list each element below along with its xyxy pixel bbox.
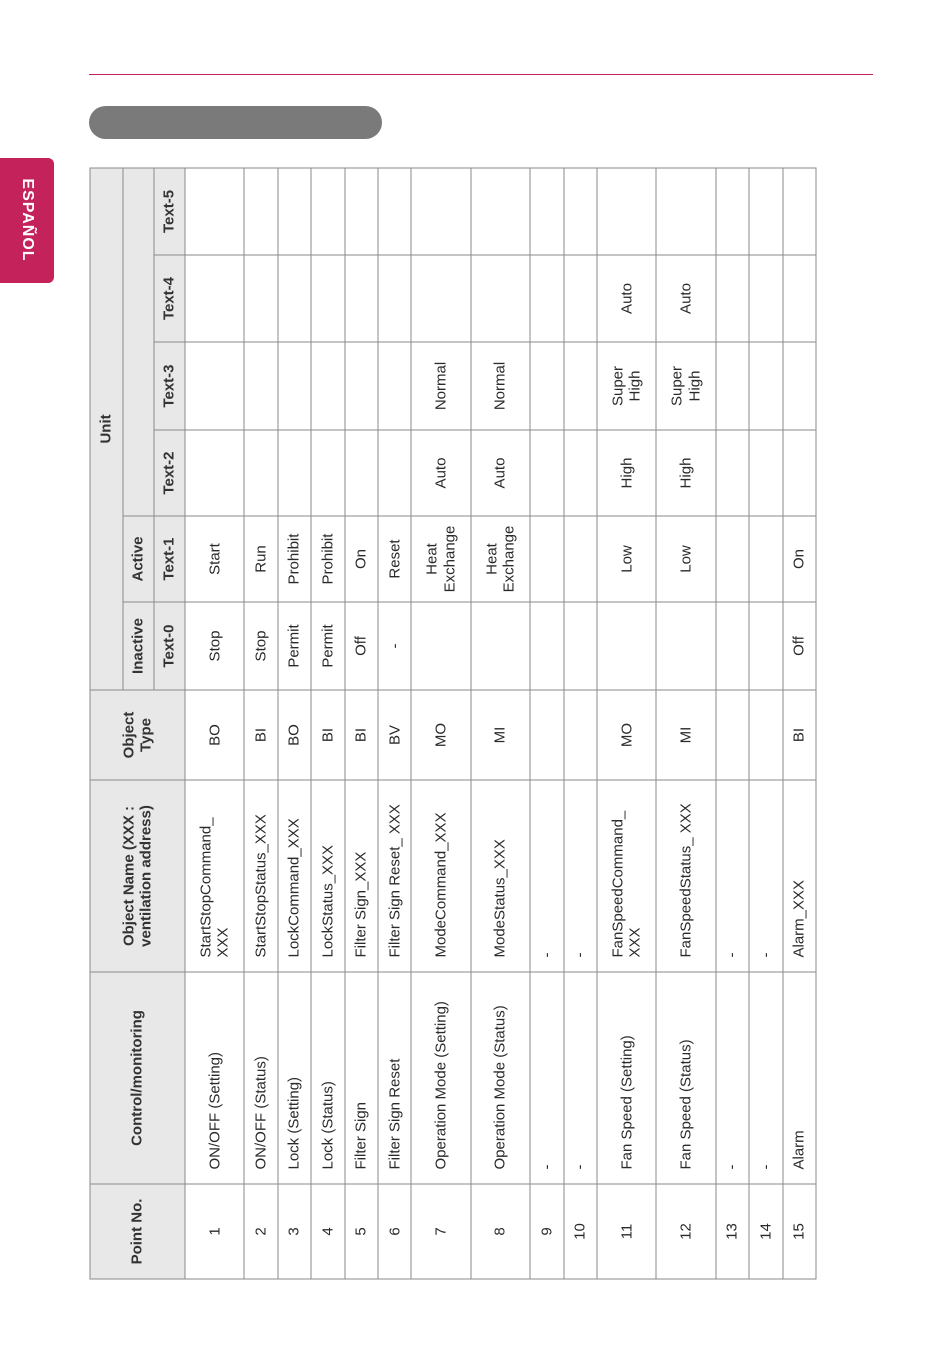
cell-text-3: Normal [411,342,470,430]
point-table-container [90,189,817,1280]
cell-text-1: Run [244,516,277,602]
header-object-type: Object Type [90,690,185,780]
cell-object-type: BI [783,690,816,780]
cell-object-type: BV [378,690,411,780]
cell-point-no: 6 [378,1184,411,1279]
cell-control: Filter Sign [345,972,378,1184]
cell-object-name: StartStopCommand_ XXX [185,780,244,972]
cell-text-3 [311,342,344,430]
cell-text-5 [278,168,311,255]
cell-control: Lock (Setting) [278,972,311,1184]
cell-point-no: 10 [564,1184,597,1279]
cell-text-2 [345,430,378,516]
header-point-no: Point No. [90,1184,185,1279]
cell-control: - [564,972,597,1184]
cell-text-5 [471,168,530,255]
cell-text-4 [244,255,277,342]
cell-text-1: Heat Exchange [411,516,470,602]
cell-text-2 [716,430,749,516]
cell-text-5 [411,168,470,255]
cell-object-type: BI [345,690,378,780]
cell-text-1: On [345,516,378,602]
cell-text-4: Auto [597,255,656,342]
cell-object-name: LockCommand_XXX [278,780,311,972]
cell-text-5 [749,168,782,255]
cell-text-4 [311,255,344,342]
table-row [378,168,411,1279]
cell-text-1: Heat Exchange [471,516,530,602]
cell-text-3 [783,342,816,430]
cell-text-4: Auto [656,255,715,342]
cell-control: - [530,972,563,1184]
cell-text-4 [378,255,411,342]
cell-text-2 [749,430,782,516]
cell-text-4 [783,255,816,342]
cell-text-1: Reset [378,516,411,602]
cell-control: Filter Sign Reset [378,972,411,1184]
cell-text-2 [564,430,597,516]
cell-text-1: Start [185,516,244,602]
header-text-5: Text-5 [154,168,185,255]
cell-object-name: LockStatus_XXX [311,780,344,972]
cell-object-type: BO [185,690,244,780]
cell-text-4 [749,255,782,342]
table-row [311,168,344,1279]
cell-text-1: Low [597,516,656,602]
cell-text-4 [564,255,597,342]
cell-text-3 [278,342,311,430]
cell-text-3: Super High [597,342,656,430]
cell-object-name: - [564,780,597,972]
cell-object-type: BI [311,690,344,780]
header-inactive: Inactive [123,602,154,690]
cell-text-2 [311,430,344,516]
cell-point-no: 15 [783,1184,816,1279]
cell-object-name: - [749,780,782,972]
cell-object-type: MI [471,690,530,780]
cell-text-2: High [656,430,715,516]
cell-control: Alarm [783,972,816,1184]
header-text-2: Text-2 [154,430,185,516]
cell-text-4 [530,255,563,342]
cell-point-no: 9 [530,1184,563,1279]
cell-text-0 [597,602,656,690]
header-unit: Unit [90,168,123,690]
cell-object-name: - [530,780,563,972]
cell-text-3 [345,342,378,430]
header-text-4: Text-4 [154,255,185,342]
cell-text-1: On [783,516,816,602]
cell-object-type: MO [597,690,656,780]
cell-object-name: - [716,780,749,972]
cell-text-0 [749,602,782,690]
cell-text-5 [716,168,749,255]
cell-point-no: 3 [278,1184,311,1279]
cell-text-2 [783,430,816,516]
cell-control: ON/OFF (Status) [244,972,277,1184]
cell-object-type [749,690,782,780]
cell-point-no: 11 [597,1184,656,1279]
cell-text-4 [278,255,311,342]
cell-control: ON/OFF (Setting) [185,972,244,1184]
cell-text-0: - [378,602,411,690]
cell-text-2 [185,430,244,516]
cell-text-5 [345,168,378,255]
cell-text-4 [185,255,244,342]
cell-text-1 [716,516,749,602]
section-title-bar [89,106,382,139]
cell-text-5 [656,168,715,255]
header-active: Active [123,516,154,602]
cell-object-type [530,690,563,780]
cell-control: - [749,972,782,1184]
header-rule [89,74,873,75]
cell-control: Lock (Status) [311,972,344,1184]
cell-text-5 [564,168,597,255]
cell-text-3 [564,342,597,430]
cell-object-name: Filter Sign_XXX [345,780,378,972]
table-row [716,168,749,1279]
cell-text-2 [530,430,563,516]
cell-text-0 [411,602,470,690]
cell-object-type: MI [656,690,715,780]
cell-control: Fan Speed (Setting) [597,972,656,1184]
cell-text-2: High [597,430,656,516]
cell-text-2 [378,430,411,516]
header-blank [123,168,154,516]
table-row [244,168,277,1279]
cell-point-no: 2 [244,1184,277,1279]
header-text-1: Text-1 [154,516,185,602]
cell-control: Operation Mode (Status) [471,972,530,1184]
cell-object-type [564,690,597,780]
cell-text-5 [378,168,411,255]
cell-object-type [716,690,749,780]
cell-text-3: Super High [656,342,715,430]
cell-object-type: BI [244,690,277,780]
cell-point-no: 5 [345,1184,378,1279]
cell-text-4 [716,255,749,342]
table-body [185,168,816,1279]
cell-point-no: 8 [471,1184,530,1279]
cell-point-no: 13 [716,1184,749,1279]
table-row [656,168,715,1279]
cell-text-3 [749,342,782,430]
cell-text-1 [564,516,597,602]
cell-point-no: 12 [656,1184,715,1279]
cell-object-type: BO [278,690,311,780]
cell-object-name: ModeStatus_XXX [471,780,530,972]
cell-text-0: Off [783,602,816,690]
cell-object-name: Filter Sign Reset_ XXX [378,780,411,972]
table-row [749,168,782,1279]
cell-text-3 [716,342,749,430]
cell-control: - [716,972,749,1184]
cell-text-1: Prohibit [278,516,311,602]
table-row [345,168,378,1279]
cell-text-3 [378,342,411,430]
cell-text-2: Auto [411,430,470,516]
cell-text-3 [185,342,244,430]
cell-text-0: Stop [185,602,244,690]
cell-text-0 [530,602,563,690]
cell-text-0: Stop [244,602,277,690]
table-row [597,168,656,1279]
table-row [471,168,530,1279]
cell-object-name: StartStopStatus_XXX [244,780,277,972]
header-text-3: Text-3 [154,342,185,430]
cell-text-2: Auto [471,430,530,516]
header-object-name: Object Name (XXX : ventilation address) [90,780,185,972]
cell-text-0 [716,602,749,690]
cell-text-0 [656,602,715,690]
cell-text-1 [530,516,563,602]
cell-object-type: MO [411,690,470,780]
cell-object-name: Alarm_XXX [783,780,816,972]
cell-text-1 [749,516,782,602]
table-row [530,168,563,1279]
cell-point-no: 1 [185,1184,244,1279]
language-tab-label: ESPAÑOL [19,178,36,262]
cell-text-1: Low [656,516,715,602]
cell-text-5 [530,168,563,255]
header-control: Control/monitoring [90,972,185,1184]
cell-text-3: Normal [471,342,530,430]
cell-point-no: 7 [411,1184,470,1279]
table-row [783,168,816,1279]
cell-text-5 [244,168,277,255]
cell-object-name: FanSpeedStatus_ XXX [656,780,715,972]
cell-control: Fan Speed (Status) [656,972,715,1184]
cell-text-5 [783,168,816,255]
cell-text-4 [345,255,378,342]
cell-text-3 [244,342,277,430]
cell-object-name: FanSpeedCommand_ XXX [597,780,656,972]
cell-text-2 [278,430,311,516]
cell-text-5 [597,168,656,255]
cell-control: Operation Mode (Setting) [411,972,470,1184]
table-row [185,168,244,1279]
cell-text-4 [471,255,530,342]
cell-text-4 [411,255,470,342]
language-tab [0,158,54,283]
table-row [411,168,470,1279]
cell-point-no: 14 [749,1184,782,1279]
cell-text-0: Off [345,602,378,690]
cell-text-5 [311,168,344,255]
cell-text-0: Permit [311,602,344,690]
header-text-0: Text-0 [154,602,185,690]
cell-text-0 [471,602,530,690]
cell-text-2 [244,430,277,516]
cell-text-0: Permit [278,602,311,690]
cell-point-no: 4 [311,1184,344,1279]
cell-text-3 [530,342,563,430]
table-row [564,168,597,1279]
cell-text-5 [185,168,244,255]
cell-object-name: ModeCommand_XXX [411,780,470,972]
cell-text-0 [564,602,597,690]
point-table [90,167,817,1279]
table-row [278,168,311,1279]
cell-text-1: Prohibit [311,516,344,602]
